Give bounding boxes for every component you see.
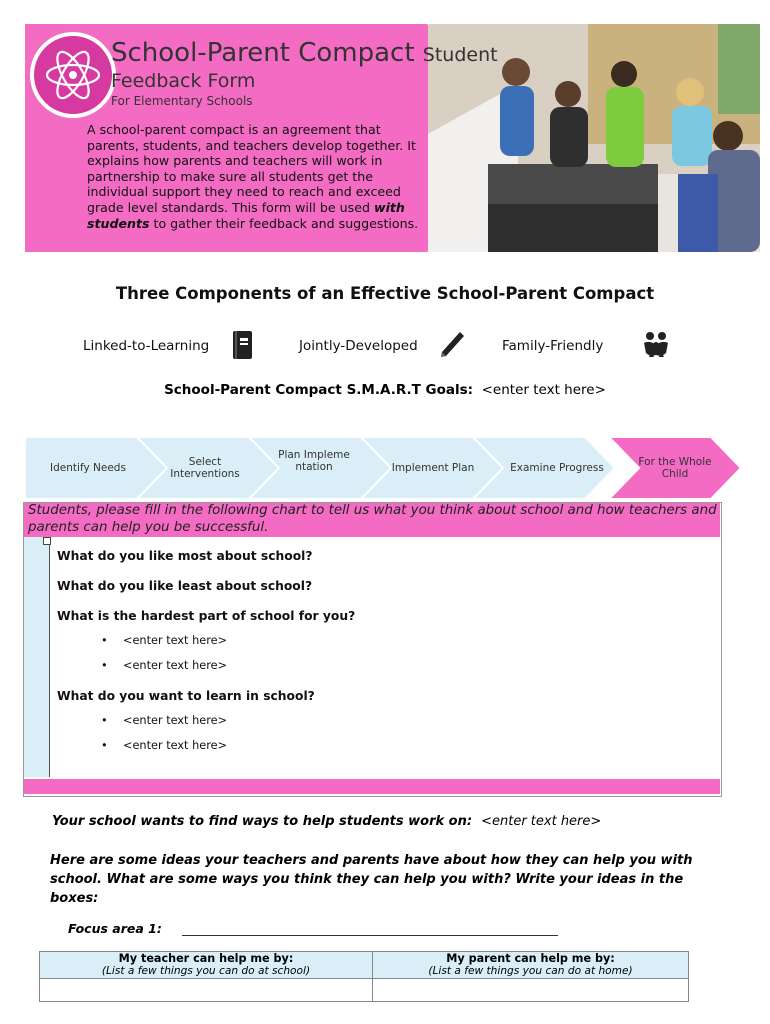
book-icon [232, 330, 254, 364]
chart-side-bar [24, 537, 50, 777]
chart-instructions: Students, please fill in the following chart to tell us what you think about school and how teachers and parents can help you be successful. [28, 503, 717, 535]
parent-help-cell[interactable] [373, 979, 689, 1002]
list-item[interactable]: • <enter text here> [101, 714, 227, 727]
component-label-linked: Linked-to-Learning [83, 338, 210, 354]
step-examine-progress: Examine Progress [510, 462, 604, 474]
process-arrows [25, 437, 745, 499]
smart-goals [0, 382, 770, 398]
smart-goals-label: School-Parent Compact S.M.A.R.T Goals: [164, 382, 474, 398]
step-identify-needs: Identify Needs [50, 462, 126, 474]
teacher-help-cell[interactable] [40, 979, 373, 1002]
smart-goals-input[interactable]: <enter text here> [481, 382, 606, 398]
help-table [39, 951, 689, 1002]
form-title-line2: Feedback Form [111, 70, 256, 92]
family-icon [640, 329, 672, 365]
step-plan-implementation: Plan Implementation [278, 449, 350, 473]
component-label-jointly: Jointly-Developed [299, 338, 418, 354]
work-on-statement: Your school wants to find ways to help students work on: <enter text here> [52, 814, 602, 829]
form-title: School-Parent Compact Student [111, 38, 498, 68]
list-item[interactable]: • <enter text here> [101, 739, 227, 752]
step-implement-plan: Implement Plan [391, 462, 475, 474]
pencil-icon [438, 330, 466, 364]
logo-badge [30, 32, 116, 118]
teacher-help-header: My teacher can help me by: (List a few things you can do at school) [40, 952, 373, 979]
intro-paragraph: A school-parent compact is an agreement that parents, students, and teachers develop together. It explains how parents and teachers will work in partnership to make sure all students get the individual support they need to reach and exceed grade level standards. This form will be used with students to gather their feedback and suggestions. [87, 122, 419, 231]
question-like-most: What do you like most about school? [57, 549, 313, 563]
ideas-instructions: Here are some ideas your teachers and parents have about how they can help you with school. What are some ways you think they can help you with? Write your ideas in the boxes: [50, 853, 693, 906]
component-label-family: Family-Friendly [502, 338, 604, 354]
work-on-input[interactable]: <enter text here> [481, 814, 602, 829]
list-item[interactable]: • <enter text here> [101, 634, 227, 647]
question-hardest-part: What is the hardest part of school for you? [57, 609, 356, 623]
chart-footer-bar [24, 779, 720, 794]
question-like-least: What do you like least about school? [57, 579, 313, 593]
focus-area-label: Focus area 1: [68, 921, 162, 936]
atom-icon [34, 36, 112, 114]
question-want-to-learn: What do you want to learn in school? [57, 689, 315, 703]
form-subtitle: For Elementary Schools [111, 94, 253, 108]
step-whole-child: For the Whole Child [638, 456, 712, 480]
intro-emphasis: with students [87, 199, 405, 231]
form-title-suffix: Student [422, 44, 498, 66]
table-handle[interactable] [43, 537, 51, 545]
focus-area-input[interactable] [182, 935, 558, 936]
feedback-chart [23, 502, 722, 797]
list-item[interactable]: • <enter text here> [101, 659, 227, 672]
parent-help-header: My parent can help me by: (List a few things you can do at home) [373, 952, 689, 979]
step-select-interventions: Select Interventions [170, 456, 240, 480]
components-heading: Three Components of an Effective School-Parent Compact [115, 284, 655, 303]
